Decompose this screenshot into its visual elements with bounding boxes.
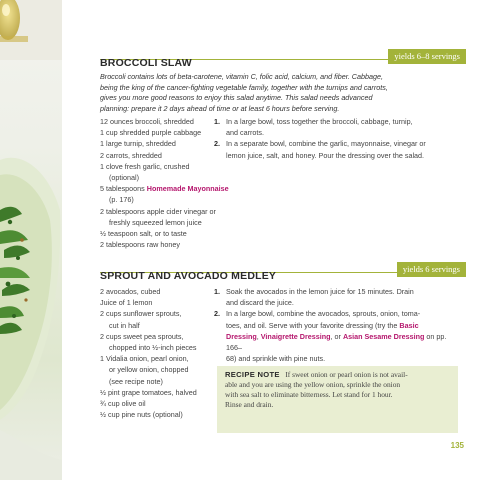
ingredient-item: ½ teaspoon salt, or to taste — [100, 229, 187, 239]
sprout-servings-badge: yields 6 servings — [397, 262, 466, 277]
ingredient-item: or yellow onion, chopped — [109, 365, 189, 375]
step-text: , or — [330, 331, 343, 341]
ingredient-item: 2 avocados, cubed — [100, 287, 161, 296]
ingredient-item: 12 ounces broccoli, shredded — [100, 117, 194, 126]
intro-line: being the king of the cancer-fighting vegetable family, together with the turnips and carrots, — [100, 82, 388, 92]
ingredient-item: 1 Vidalia onion, pearl onion, — [100, 354, 189, 364]
ingredient-item: Juice of 1 lemon — [100, 298, 153, 308]
step-text: on pp. 166– — [226, 331, 447, 353]
step-line: In a separate bowl, combine the garlic, mayonnaise, vinegar or — [226, 139, 426, 149]
broccoli-servings-badge: yields 6–8 servings — [388, 49, 466, 64]
homemade-mayonnaise-link[interactable]: Homemade Mayonnaise — [146, 184, 229, 194]
ingredient-item: cut in half — [109, 320, 140, 330]
step-1 — [214, 286, 460, 308]
step-2 — [214, 138, 460, 160]
ingredient-item: 2 cups sweet pea sprouts, — [100, 331, 184, 341]
ingredient-item: (see recipe note) — [109, 376, 163, 386]
sprout-steps — [214, 286, 460, 364]
ingredient-item: 1 large turnip, shredded — [100, 139, 176, 149]
ingredient-item: 2 carrots, shredded — [100, 150, 162, 160]
step-line — [226, 331, 460, 353]
basic-dressing-link[interactable]: Basic — [399, 320, 419, 330]
recipe-note-label: RECIPE NOTE — [225, 370, 280, 379]
step-number: 1. — [214, 117, 220, 126]
note-line: able and you are using the yellow onion, sprinkle the onion — [225, 380, 401, 389]
ingredient-item: (p. 176) — [109, 195, 134, 205]
step-line: Soak the avocados in the lemon juice for 15 minutes. Drain — [226, 287, 414, 296]
broccoli-intro — [100, 72, 456, 114]
intro-line: gives you more good reasons to enjoy this salad anytime. This salad needs advanced — [100, 93, 373, 103]
step-line: and carrots. — [226, 128, 264, 138]
note-text: If sweet onion or pearl onion is not avail- — [285, 370, 408, 379]
broccoli-steps — [214, 116, 460, 161]
ingredient-item: 2 tablespoons raw honey — [100, 240, 180, 250]
sprout-title: SPROUT AND AVOCADO MEDLEY — [100, 270, 277, 282]
step-text: toes, and oil. Serve with your favorite dressing (try the — [226, 320, 398, 330]
ingredient-item: freshly squeezed lemon juice — [109, 217, 202, 227]
step-line: In a large bowl, combine the avocados, sprouts, onion, toma- — [226, 309, 421, 319]
ingredient-text: 5 tablespoons — [100, 184, 145, 194]
ingredient-item: 1 clove fresh garlic, crushed — [100, 161, 190, 171]
broccoli-title: BROCCOLI SLAW — [100, 57, 192, 69]
cookbook-page — [62, 0, 480, 480]
step-text: , — [256, 331, 261, 341]
step-line — [226, 320, 460, 331]
ingredient-item: (optional) — [109, 173, 139, 183]
ingredient-item: 2 tablespoons apple cider vinegar or — [100, 206, 216, 216]
intro-line: Broccoli contains lots of beta-carotene, vitamin C, folic acid, calcium, and fiber. Cabbage, — [100, 72, 383, 81]
page-number: 135 — [450, 441, 464, 450]
salad-photo — [0, 0, 62, 480]
ingredient-item: chopped into ½-inch pieces — [109, 343, 197, 353]
step-1 — [214, 116, 460, 138]
ingredient-item: 1 cup shredded purple cabbage — [100, 128, 202, 138]
step-2 — [214, 308, 460, 364]
ingredient-item: 2 cups sunflower sprouts, — [100, 309, 182, 319]
basic-dressing-link[interactable]: Dressing — [226, 331, 257, 341]
ingredient-item — [100, 183, 240, 194]
vinaigrette-dressing-link[interactable]: Vinaigrette Dressing — [260, 331, 331, 341]
step-number: 2. — [214, 139, 220, 149]
salad-photo-art — [0, 0, 62, 480]
step-line: and discard the juice. — [226, 298, 294, 308]
step-number: 2. — [214, 309, 220, 319]
step-line: 68) and sprinkle with pine nuts. — [226, 354, 326, 364]
note-line — [225, 370, 450, 380]
step-number: 1. — [214, 287, 220, 296]
note-line: Rinse and drain. — [225, 400, 274, 409]
ingredient-item: ¾ cup olive oil — [100, 399, 146, 409]
asian-sesame-dressing-link[interactable]: Asian Sesame Dressing — [342, 331, 425, 341]
intro-line: planning: prepare it 2 days ahead of time or at least 6 hours before serving. — [100, 103, 340, 113]
ingredient-item: ½ cup pine nuts (optional) — [100, 410, 183, 420]
ingredient-item: ½ pint grape tomatoes, halved — [100, 387, 197, 397]
step-line: In a large bowl, toss together the broccoli, cabbage, turnip, — [226, 117, 413, 126]
step-line: lemon juice, salt, and honey. Pour the dressing over the salad. — [226, 150, 425, 160]
recipe-note-box — [217, 366, 458, 433]
note-line: with sea salt to eliminate bitterness. Let stand for 1 hour. — [225, 390, 393, 399]
